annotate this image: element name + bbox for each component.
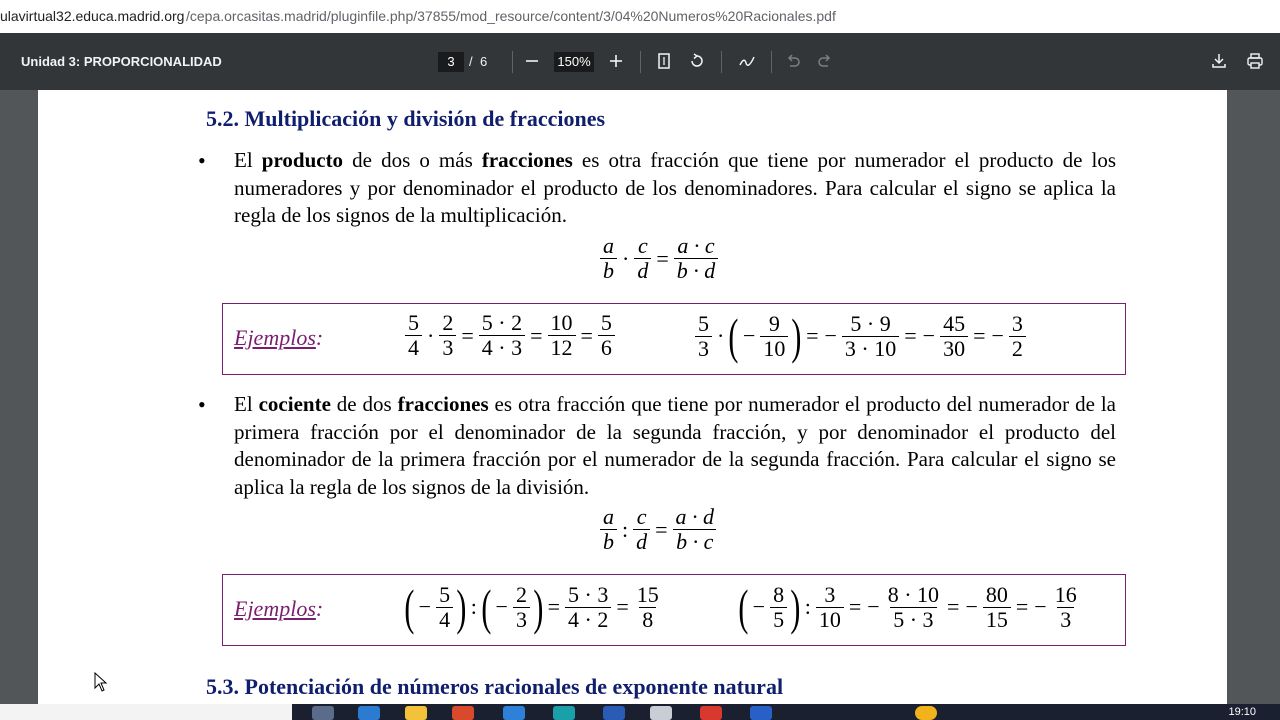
numerator: 5	[698, 310, 709, 336]
toolbar-divider	[512, 51, 513, 73]
denominator: 5	[770, 607, 787, 632]
bullet: •	[198, 148, 206, 173]
minus-sign: −	[991, 323, 1004, 348]
example-division-2	[737, 579, 1082, 635]
denominator: 12	[548, 335, 576, 360]
operator: =	[530, 322, 543, 348]
fraction	[1052, 583, 1080, 632]
app-icon[interactable]	[750, 706, 772, 720]
numerator: 80	[985, 581, 1008, 607]
left-paren: (	[404, 579, 415, 635]
numerator: 8 · 10	[887, 581, 940, 607]
numerator: 8	[773, 581, 785, 607]
numerator: 10	[550, 310, 573, 335]
fraction	[439, 311, 456, 360]
quotient-formula	[598, 505, 719, 554]
operator: =	[806, 323, 819, 348]
operator: =	[655, 516, 668, 542]
numerator: a	[603, 504, 614, 529]
plus-icon	[607, 52, 625, 70]
taskbar	[0, 704, 1280, 720]
section-heading-5-2: 5.2. Multiplicación y división de fracciones	[206, 106, 606, 131]
operator: ·	[717, 323, 725, 348]
numerator: 15	[636, 581, 659, 607]
page-separator: /	[469, 54, 473, 69]
right-paren: )	[791, 308, 802, 364]
right-paren: )	[533, 579, 544, 635]
toolbar-divider	[771, 51, 772, 73]
minus-sign: −	[824, 323, 837, 348]
rotate-icon	[688, 52, 706, 70]
numerator: 3	[1011, 310, 1023, 336]
colon: :	[315, 325, 324, 350]
paragraph-quotient	[234, 391, 1116, 501]
operator: =	[580, 322, 593, 348]
minus-icon	[523, 52, 541, 70]
fraction	[770, 583, 787, 632]
redo-button[interactable]	[813, 49, 837, 73]
examples-box-quotient	[222, 574, 1126, 646]
denominator: b	[600, 258, 617, 283]
minus-sign: −	[1034, 594, 1047, 619]
file-explorer-icon[interactable]	[405, 706, 427, 720]
examples-label	[234, 325, 323, 351]
address-bar[interactable]	[0, 0, 1280, 34]
term-product: producto	[261, 148, 344, 172]
operator: :	[470, 594, 477, 619]
word-icon[interactable]	[603, 706, 625, 720]
fraction	[513, 583, 530, 632]
fraction	[673, 505, 718, 554]
numerator: 5	[439, 581, 451, 607]
download-button[interactable]	[1207, 49, 1231, 73]
zoom-out-button[interactable]	[520, 49, 544, 73]
toolbar-divider	[721, 51, 722, 73]
fraction	[634, 234, 651, 283]
fraction	[436, 583, 453, 632]
minus-sign: −	[752, 594, 766, 619]
numerator: c	[636, 504, 647, 529]
numerator: a · d	[675, 504, 715, 529]
denominator: 10	[816, 607, 844, 632]
print-button[interactable]	[1243, 49, 1267, 73]
download-icon	[1210, 52, 1228, 70]
task-view-icon[interactable]	[312, 706, 334, 720]
denominator: 3 · 10	[842, 336, 899, 361]
url-path: /cepa.orcasitas.madrid/pluginfile.php/37855/mod_resource/content/3/04%20Numeros%20Racionales.pdf	[186, 8, 836, 24]
section-heading-5-3: 5.3. Potenciación de números racionales de exponente natural	[206, 674, 784, 699]
denominator: 4 · 2	[565, 607, 611, 632]
right-paren: )	[456, 579, 467, 635]
pdf-page	[38, 90, 1227, 720]
fraction	[940, 312, 968, 361]
denominator: b	[600, 529, 617, 554]
minus-sign: −	[495, 594, 508, 619]
operator: :	[622, 516, 629, 542]
denominator: 15	[983, 607, 1011, 632]
operator: =	[904, 323, 917, 348]
fraction	[405, 311, 422, 360]
print-icon	[1246, 52, 1264, 70]
operator: :	[804, 594, 811, 619]
mouse-cursor-icon	[94, 672, 108, 692]
annotate-button[interactable]	[735, 49, 759, 73]
fraction	[600, 505, 617, 554]
numerator: 16	[1054, 581, 1077, 607]
example-multiplication-1	[403, 311, 617, 360]
fraction	[695, 312, 712, 361]
term-quotient: cociente	[258, 392, 331, 416]
operator: =	[973, 323, 986, 348]
undo-icon	[784, 52, 802, 70]
minus-sign: −	[922, 323, 936, 348]
undo-button[interactable]	[781, 49, 805, 73]
examples-word: Ejemplos	[234, 325, 316, 350]
zoom-level-input[interactable]: 150%	[554, 52, 594, 72]
operator: =	[656, 245, 669, 271]
pdf-toolbar	[0, 33, 1280, 90]
taskbar-clock: 19:10	[1228, 706, 1256, 718]
numerator: 9	[768, 310, 780, 336]
term-fractions: fracciones	[481, 148, 573, 172]
numerator: 5 · 9	[850, 310, 891, 336]
numerator: 45	[943, 310, 966, 336]
numerator: 5	[408, 310, 419, 335]
minus-sign: −	[867, 594, 880, 619]
fraction	[600, 234, 617, 283]
text: El	[234, 392, 259, 416]
denominator: 5 · 3	[890, 607, 936, 632]
app-icon[interactable]	[503, 706, 525, 720]
fraction	[598, 311, 615, 360]
fraction	[816, 583, 844, 632]
app-icon[interactable]	[452, 706, 474, 720]
bullet: •	[198, 392, 206, 417]
numerator: a	[603, 233, 614, 258]
fit-page-button[interactable]	[652, 49, 676, 73]
fraction	[885, 583, 942, 632]
denominator: 6	[598, 335, 615, 360]
operator: =	[1015, 594, 1029, 619]
page-count: 6	[480, 54, 488, 69]
examples-box-product	[222, 303, 1126, 375]
denominator: 3	[695, 336, 712, 361]
document-title: Unidad 3: PROPORCIONALIDAD	[21, 54, 222, 69]
denominator: b · c	[673, 529, 716, 554]
denominator: 10	[760, 336, 788, 361]
left-paren: (	[728, 308, 739, 364]
text: El	[234, 148, 262, 172]
pen-icon	[738, 52, 756, 70]
fit-page-icon	[655, 52, 673, 70]
numerator: 5 · 3	[568, 581, 609, 607]
left-paren: (	[481, 579, 492, 635]
fraction	[634, 583, 662, 632]
fraction	[760, 312, 788, 361]
term-fractions: fracciones	[397, 392, 489, 416]
denominator: 2	[1009, 336, 1026, 361]
fraction	[565, 583, 611, 632]
text: es otra fracción que tiene por numerador el producto del numerador de la primera fracción por el denominador de la segunda fracción, y por denominador el producto del denominador de la primera fracción por el numerador de la segunda fracción. Para calcular el signo se aplica la regla de los signos de la división.	[234, 392, 1116, 499]
numerator: 5	[600, 310, 612, 335]
fraction	[842, 312, 899, 361]
right-paren: )	[790, 579, 801, 635]
fraction	[479, 311, 525, 360]
text: es otra fracción que tiene por numerador el producto de los numeradores y por denominador el producto de los denominadores. Para calcular el signo se aplica la regla de los signos de la multiplicación.	[234, 148, 1116, 227]
left-paren: (	[738, 579, 749, 635]
numerator: 5 · 2	[481, 310, 523, 335]
toolbar-divider	[640, 51, 641, 73]
rotate-button[interactable]	[685, 49, 709, 73]
operator: =	[947, 594, 960, 619]
examples-label	[234, 596, 323, 622]
operator: =	[616, 594, 629, 619]
page-number-input[interactable]: 3	[438, 52, 464, 72]
denominator: d	[633, 529, 650, 554]
colon: :	[315, 596, 324, 621]
chrome-icon[interactable]	[700, 706, 722, 720]
operator: =	[547, 594, 561, 619]
fraction	[548, 311, 576, 360]
example-multiplication-2	[693, 308, 1028, 364]
denominator: 4 · 3	[479, 335, 525, 360]
denominator: d	[634, 258, 651, 283]
numerator: a · c	[677, 233, 715, 258]
text: de dos o más	[343, 148, 482, 172]
denominator: 3	[513, 607, 530, 632]
numerator: 3	[824, 581, 836, 607]
edge-icon[interactable]	[553, 706, 575, 720]
numerator: 2	[515, 581, 527, 607]
fraction	[983, 583, 1011, 632]
numerator: 2	[442, 310, 454, 335]
operator: =	[848, 594, 862, 619]
denominator: 30	[940, 336, 968, 361]
redo-icon	[816, 52, 834, 70]
operator: ·	[427, 322, 435, 348]
paragraph-product	[234, 147, 1116, 230]
numerator: c	[637, 233, 648, 258]
fraction	[633, 505, 650, 554]
minus-sign: −	[418, 594, 432, 619]
taskbar-search-box[interactable]	[0, 704, 292, 720]
denominator: 3	[1057, 607, 1074, 632]
denominator: 8	[639, 607, 656, 632]
denominator: b · d	[674, 258, 719, 283]
app-icon[interactable]	[358, 706, 380, 720]
operator: =	[461, 322, 474, 348]
minus-sign: −	[742, 323, 756, 348]
app-icon[interactable]	[650, 706, 672, 720]
minus-sign: −	[965, 594, 978, 619]
url-host: ulavirtual32.educa.madrid.org	[0, 8, 185, 24]
fraction	[1009, 312, 1026, 361]
example-division-1	[403, 579, 664, 635]
zoom-in-button[interactable]	[604, 49, 628, 73]
fraction	[674, 234, 719, 283]
denominator: 3	[439, 335, 456, 360]
weather-icon[interactable]	[915, 706, 937, 720]
denominator: 4	[405, 335, 422, 360]
examples-word: Ejemplos	[234, 596, 316, 621]
operator: ·	[622, 245, 630, 271]
denominator: 4	[436, 607, 453, 632]
text: de dos	[330, 392, 398, 416]
product-formula	[598, 234, 720, 283]
